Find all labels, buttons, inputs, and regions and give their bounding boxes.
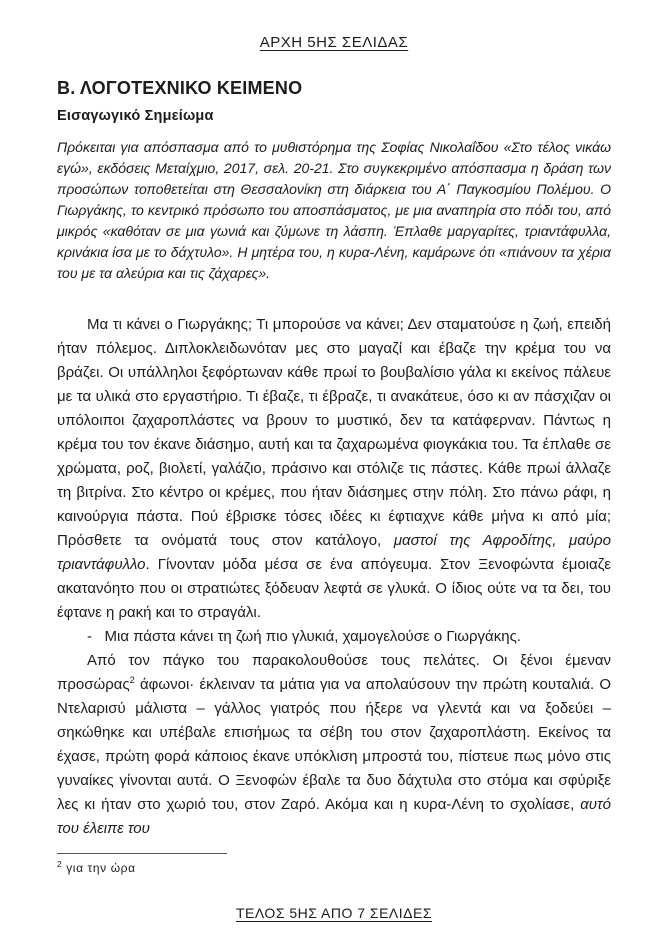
paragraph-dialogue: - Μια πάστα κάνει τη ζωή πιο γλυκιά, χαμογελούσε ο Γιωργάκης. <box>87 628 521 645</box>
body-text <box>57 313 611 841</box>
footnote-separator <box>57 853 227 854</box>
paragraph-1: Μα τι κάνει ο Γιωργάκης; Τι μπορούσε να κάνει; Δεν σταματούσε η ζωή, επειδή ήταν πόλεμος. Διπλοκλειδωνόταν μες στο μαγαζί και έβαζε την κρέμα του να βράζει. Οι υπάλληλοι ξεφόρτωναν κάθε πρωί το βουβαλίσιο γάλα κι εκείνος πάλευε με τα υλικά στο εργαστήριο. Τι έβαζε, τι έβραζε, τι ανακάτευε, όσο κι αν πάσχιζαν οι υπόλοιποι ζαχαροπλάστες να βρουν το μυστικό, δεν τα κατάφερναν. Πάντως η κρέμα του τον έκανε διάσημο, αυτή και τα ζαχαρωμένα φιογκάκια του. Τα έπλαθε σε χρώματα, ροζ, βιολετί, γαλάζιο, πράσινο και στόλιζε τις πάστες. Κάθε πρωί άλλαζε τη βιτρίνα. Στο κέντρο οι κρέμες, που ήταν διάσημες στην πόλη. Στο πάνω ράφι, η καινούργια πάστα. Πού έβρισκε τόσες ιδέες κι έφτιαχνε κάθε μήνα κι από μία; Πρόσθετε τα ονόματά τους στον κατάλογο, μαστοί της Αφροδίτης, μαύρο τριαντάφυλλο. Γίνονταν μόδα μέσα σε ένα απόγευμα. Στον Ξενοφώντα έμοιαζε ακατανόητο που οι στρατιώτες ξόδευαν λεφτά σε γλυκά. Ο ίδιος ούτε να τα δει, του έφτανε η ρακή και το στραγάλι. <box>57 316 611 621</box>
paragraph-2: Από τον πάγκο του παρακολουθούσε τους πελάτες. Οι ξένοι έμεναν προσώρας$^2$ άφωνοι· έκλειναν τα μάτια για να απολαύσουν την πρώτη κουταλιά. Ο Ντελαρισύ μάλιστα – γάλλος γιατρός που ήξερε να γλεντά και να ξοδεύει – σηκώθηκε και υπέβαλε επισήμως τα σέβη του στον ζαχαροπλάστη. Εκείνος τα έχασε, πρώτη φορά κάποιος έκανε υπόκλιση μπροστά του, πίστευε πως μόνο στις γυναίκες γίνονται αυτά. Ο Ξενοφών έβαλε τα δυο δάχτυλα στο στόμα και σφύριξε λες κι ήταν στο χωριό του, στον Ζαρό. Ακόμα και η κυρα-Λένη το σχολίασε, αυτό του έλειπε του <box>57 652 611 837</box>
intro-note: Πρόκειται για απόσπασμα από το μυθιστόρημα της Σοφίας Νικολαΐδου «Στο τέλος νικάω εγώ», εκδόσεις Μεταίχμιο, 2017, σελ. 20-21. Στο συγκεκριμένο απόσπασμα η δράση των προσώπων τοποθετείται στη Θεσσαλονίκη στη διάρκεια του Α΄ Παγκοσμίου Πολέμου. Ο Γιωργάκης, το κεντρικό πρόσωπο του αποσπάσματος, με μια αναπηρία στο πόδι του, από μικρός «καθόταν σε μια γωνιά και ζύμωνε τη λάσπη. Έπλαθε μαργαρίτες, τριαντάφυλλα, κρινάκια ίσα με το δάχτυλο». Η μητέρα του, η κυρα-Λένη, καμάρωνε ότι «πιάνουν τα χέρια του με τα αλεύρια και τις ζάχαρες». <box>57 139 611 281</box>
footnote <box>57 859 611 875</box>
section-title: Β. ΛΟΓΟΤΕΧΝΙΚΟ ΚΕΙΜΕΝΟ <box>57 78 303 98</box>
footnote-text: για την ώρα <box>66 861 136 875</box>
footnote-marker: 2 <box>57 859 63 869</box>
page-footer-text: ΤΕΛΟΣ 5ΗΣ ΑΠΟ 7 ΣΕΛΙΔΕΣ <box>235 905 433 921</box>
page-footer <box>0 905 668 921</box>
page-header-text: ΑΡΧΗ 5ΗΣ ΣΕΛΙΔΑΣ <box>259 34 409 51</box>
section-subtitle: Εισαγωγικό Σημείωμα <box>57 108 214 124</box>
page-header <box>57 34 611 51</box>
